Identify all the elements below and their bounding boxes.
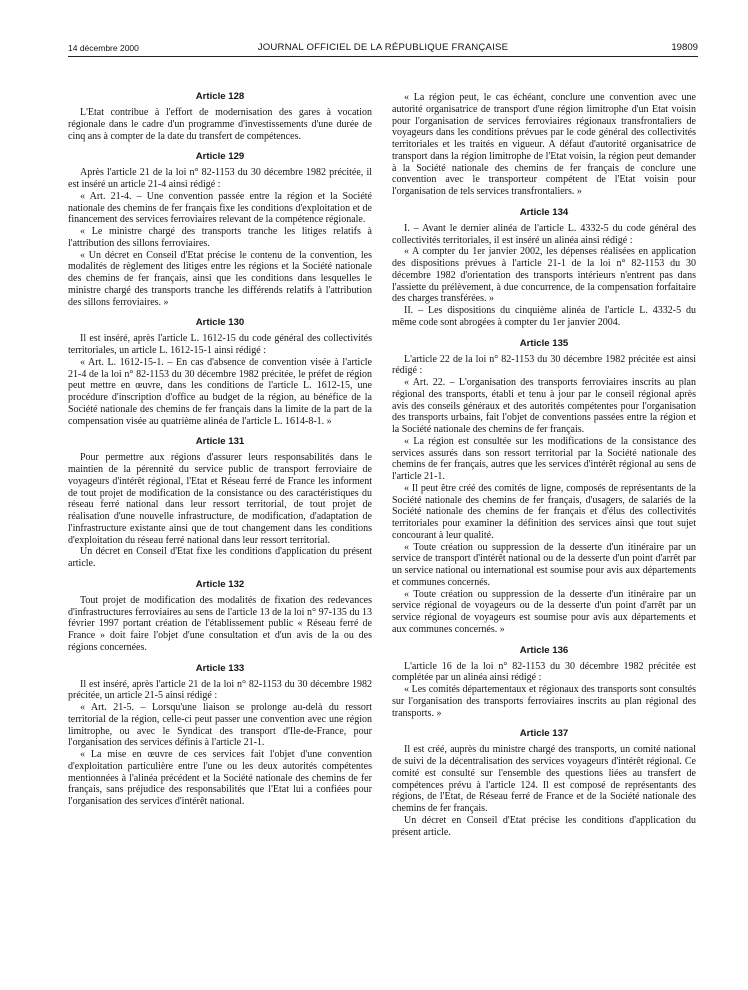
article-135-paragraph-3: « La région est consultée sur les modifications de la consistance des services assurés dans son ressort territorial par la Société nationale des chemins de fer français, autres que les services d'intérêt régional au sens de l'article 21-1. xyxy=(392,435,696,482)
article-135-paragraph-5: « Toute création ou suppression de la desserte d'un itinéraire par un service de transport d'intérêt national ou de la desserte d'un point d'arrêt par un service national ou international est soumise pour avis aux départements et communes concernés. xyxy=(392,541,696,588)
article-133-paragraph-4: « La région peut, le cas échéant, conclure une convention avec une autorité organisatrice de transport d'une région limitrophe d'un Etat voisin pour l'organisation de services ferroviaires régionaux transfrontaliers de voyageurs dans les conditions prévues par le code général des collectivités territoriales et les traités en vigueur. A défaut d'autorité organisatrice de transport dans la région limitrophe de l'Etat voisin, la région peut demander à la Société nationale des chemins de fer français de conclure une convention avec le transporteur compétent de l'Etat voisin pour l'organisation de tels services transfrontaliers. » xyxy=(392,92,696,197)
article-137-paragraph-1: Il est créé, auprès du ministre chargé des transports, un comité national de suivi de la décentralisation des services voyageurs d'intérêt régional. Ce comité est consulté sur l'ensemble des questions liées au transfert de compétences prévu à l'article 124. Il est composé de représentants des régions, de l'Etat, de Réseau ferré de France et de la Société nationale des chemins de fer français. xyxy=(392,744,696,814)
right-column xyxy=(392,62,696,838)
article-133-paragraph-1: Il est inséré, après l'article 21 de la loi n° 82-1153 du 30 décembre 1982 précitée, un article 21-5 ainsi rédigé : xyxy=(68,678,372,702)
article-132-title: Article 132 xyxy=(195,578,245,590)
article-131-paragraph-2: Un décret en Conseil d'Etat fixe les conditions d'application du présent article. xyxy=(68,546,372,569)
article-133-paragraph-2: « Art. 21-5. – Lorsqu'une liaison se prolonge au-delà du ressort territorial de la région, celle-ci peut passer une convention avec une région limitrophe, ou avec le Syndicat des transport d'Ile-de-France, pour l'organisation des services définis à l'article 21-1. xyxy=(68,702,372,749)
article-135-paragraph-4: « Il peut être créé des comités de ligne, composés de représentants de la Société nationale des chemins de fer français, d'usagers, de salariés de la Société nationale des chemins de fer français et d'élus des collectivités territoriales pour examiner la définition des services ainsi que tout sujet concourant à leur qualité. xyxy=(392,482,696,541)
article-136-paragraph-1: L'article 16 de la loi n° 82-1153 du 30 décembre 1982 précitée est complétée par un alinéa ainsi rédigé : xyxy=(392,660,696,684)
header-date: 14 décembre 2000 xyxy=(68,43,139,53)
article-134-paragraph-1: I. – Avant le dernier alinéa de l'article L. 4332-5 du code général des collectivités territoriales, il est inséré un alinéa ainsi rédigé : xyxy=(392,222,696,246)
header-page-number: 19809 xyxy=(671,42,698,53)
article-134-title: Article 134 xyxy=(519,206,569,218)
article-134-paragraph-3: II. – Les dispositions du cinquième alinéa de l'article L. 4332-5 du même code sont abrogées à compter du 1er janvier 2004. xyxy=(392,305,696,328)
article-128-title: Article 128 xyxy=(195,91,245,102)
article-130-paragraph-1: Il est inséré, après l'article L. 1612-15 du code général des collectivités territoriales, un article L. 1612-15-1 ainsi rédigé : xyxy=(68,333,372,356)
article-131-title: Article 131 xyxy=(195,436,245,448)
left-column xyxy=(68,62,372,808)
header-journal-title: JOURNAL OFFICIEL DE LA RÉPUBLIQUE FRANÇAISE xyxy=(257,42,509,53)
article-136-title: Article 136 xyxy=(519,644,569,656)
article-137-title: Article 137 xyxy=(519,728,569,740)
article-129-paragraph-2: « Art. 21-4. – Une convention passée entre la région et la Société nationale des chemins de fer français fixe les conditions d'exploitation et de financement des services ferroviaires relevant de la compétence régionale. xyxy=(68,190,372,226)
article-130-paragraph-2: « Art. L. 1612-15-1. – En cas d'absence de convention visée à l'article 21-4 de la loi n° 82-1153 du 30 décembre 1982 précitée, le préfet de région peut mettre en œuvre, dans les conditions de l'article L. 1612-15, une procédure d'inscription d'office au budget de la région, au bénéfice de la Société nationale des chemins de fer français dans la limite de la part de la compensation visée au quatrième alinéa de l'article L. 1614-8-1. » xyxy=(68,356,372,427)
article-130-title: Article 130 xyxy=(195,317,245,329)
article-134-paragraph-2: « A compter du 1er janvier 2002, les dépenses réalisées en application des dispositions prévues à l'article 21-1 de la loi n° 82-1153 du 30 décembre 1982 d'orientation des transports intérieurs n'entrent pas dans l'assiette du prélèvement, à due concurrence, de la compensation forfaitaire des charges transférées. » xyxy=(392,246,696,305)
article-129-paragraph-1: Après l'article 21 de la loi n° 82-1153 du 30 décembre 1982 précitée, il est inséré un article 21-4 ainsi rédigé : xyxy=(68,167,372,190)
article-135-paragraph-1: L'article 22 de la loi n° 82-1153 du 30 décembre 1982 précitée est ainsi rédigé : xyxy=(392,353,696,377)
article-135-paragraph-6: « Toute création ou suppression de la desserte d'un itinéraire par un service régional de voyageurs ou de la desserte d'un point d'arrêt par un service régional de voyageurs est soumise pour avis aux départements et aux communes concernés. » xyxy=(392,588,696,635)
article-135-paragraph-2: « Art. 22. – L'organisation des transports ferroviaires inscrits au plan régional des transports, établi et tenu à jour par le conseil régional après avis des conseils généraux et des autorités compétentes pour l'organisation des transports urbains, fait l'objet de conventions passées entre la région et la Société nationale des chemins de fer français. xyxy=(392,377,696,435)
article-135-title: Article 135 xyxy=(519,337,569,349)
article-137-paragraph-2: Un décret en Conseil d'Etat précise les conditions d'application du présent article. xyxy=(392,814,696,838)
article-128-paragraph: L'Etat contribue à l'effort de modernisation des gares à vocation régionale dans le cadre d'un programme d'investissements d'une durée de cinq ans à compter de la date du transfert de compétences. xyxy=(68,107,372,142)
article-136-paragraph-2: « Les comités départementaux et régionaux des transports sont consultés sur l'organisation des transports ferroviaires inscrits au plan régional des transports. » xyxy=(392,684,696,719)
article-132-paragraph: Tout projet de modification des modalités de fixation des redevances d'infrastructures ferroviaires au sens de l'article 13 de la loi n° 97-135 du 13 février 1997 portant création de l'établissement public « Réseau ferré de France » doit faire l'objet d'une consultation et d'un avis de la ou des régions concernées. xyxy=(68,594,372,653)
article-129-title: Article 129 xyxy=(195,151,245,163)
article-129-paragraph-4: « Un décret en Conseil d'Etat précise le contenu de la convention, les modalités de règlement des litiges entre les régions et la Société nationale des chemins de fer français, ainsi que les conditions dans lesquelles le ministre chargé des transports tranche les différends relatifs à l'attribution des sillons ferroviaires. » xyxy=(68,249,372,308)
header-rule xyxy=(68,56,698,57)
page-header xyxy=(68,40,698,56)
article-133-title: Article 133 xyxy=(195,662,245,674)
article-133-paragraph-3: « La mise en œuvre de ces services fait l'objet d'une convention d'exploitation particulière entre l'une ou les deux autorités compétentes mentionnées à l'alinéa précédent et la Société nationale des chemins de fer français, sans préjudice des responsabilités que l'Etat lui a confiées pour l'organisation des services d'intérêt national. xyxy=(68,749,372,807)
article-131-paragraph-1: Pour permettre aux régions d'assurer leurs responsabilités dans le maintien de la pérennité du service public de transport ferroviaire de voyageurs d'intérêt régional, l'Etat et Réseau ferré de France les informent de tout projet de modification de la consistance ou des caractéristiques du réseau ferré national dans leur ressort territorial, de tout projet de réalisation d'une nouvelle infrastructure, de modification, d'adaptation de l'infrastructure existante ainsi que de tout changement dans les conditions d'exploitation du réseau ferré national dans leur ressort territorial. xyxy=(68,452,372,546)
article-129-paragraph-3: « Le ministre chargé des transports tranche les litiges relatifs à l'attribution des sillons ferroviaires. xyxy=(68,226,372,249)
